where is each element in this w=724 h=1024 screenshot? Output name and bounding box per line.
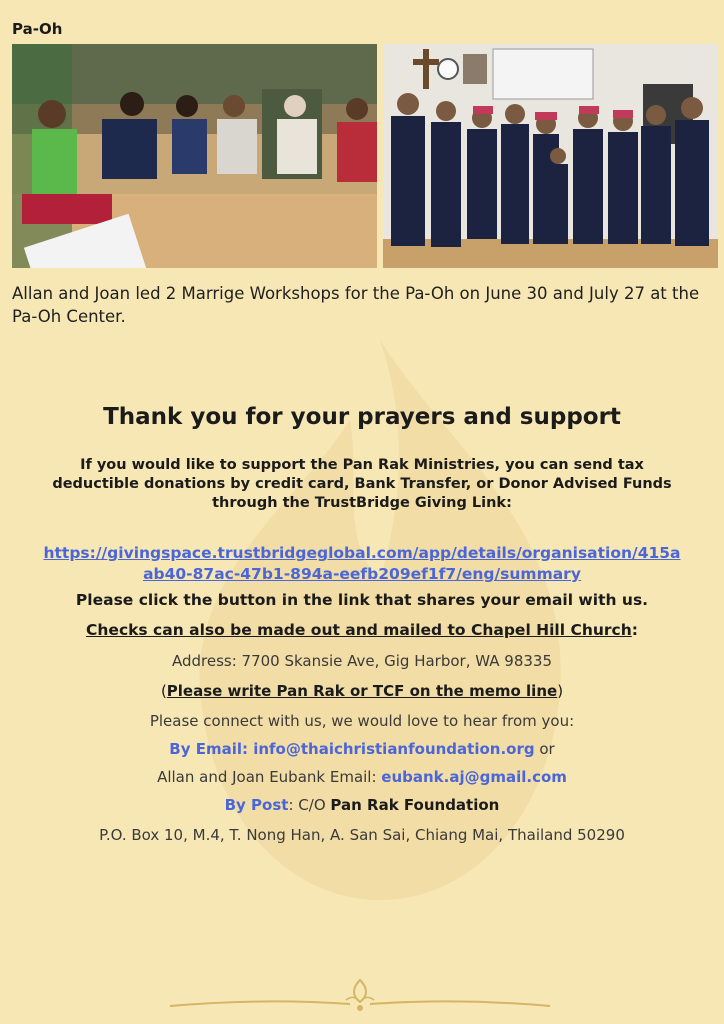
memo-text: Please write Pan Rak or TCF on the memo line [166,682,558,700]
connect-note: Please connect with us, we would love to hear from you: [149,712,575,730]
memo-open: ( [160,682,167,700]
workshop-photo [12,44,377,268]
eubank-label: Allan and Joan Eubank Email: [157,768,382,786]
foundation-email[interactable]: By Email: info@thaichristianfoundation.org [169,740,535,758]
support-intro-line2: through the TrustBridge Giving Link: [212,495,512,511]
divider-ornament-icon [160,972,560,1016]
checks-label: Checks can also be made out and mailed to Chapel Hill Church [86,621,632,639]
trustbridge-giving-link[interactable]: https://givingspace.trustbridgeglobal.com/app/details/organisation/415aab40-87ac-47b1-894a-eefb209ef1f7/eng/summary [43,544,681,583]
post-org: Pan Rak Foundation [330,796,500,814]
post-co: : C/O [288,796,331,814]
email-line [40,740,684,758]
group-portrait-photo [383,44,718,268]
eubank-email[interactable]: eubank.aj@gmail.com [381,768,567,786]
eubank-email-line [40,768,684,786]
email-or: or [534,740,555,758]
click-note: Please click the button in the link that shares your email with us. [75,591,649,609]
memo-note [40,682,684,700]
post-line [40,796,684,814]
church-address: Address: 7700 Skansie Ave, Gig Harbor, WA 98335 [171,652,553,670]
post-label: By Post [224,796,289,814]
photo-caption: Allan and Joan led 2 Marrige Workshops for the Pa-Oh on June 30 and July 27 at the Pa-Oh Center. [12,284,700,326]
section-title: Pa-Oh [12,20,63,38]
postal-address: P.O. Box 10, M.4, T. Nong Han, A. San Sai, Chiang Mai, Thailand 50290 [99,826,625,844]
support-intro [40,456,684,513]
checks-suffix: : [631,621,638,639]
checks-note [40,621,684,639]
workshop-group-photo-icon [12,44,377,268]
thanks-heading: Thank you for your prayers and support [103,404,621,430]
support-intro-line1: If you would like to support the Pan Rak Ministries, you can send tax deductible donations by credit card, Bank Transfer, or Donor Advised Funds [52,457,672,492]
memo-close: ) [557,682,564,700]
group-portrait-photo-icon [383,44,718,268]
